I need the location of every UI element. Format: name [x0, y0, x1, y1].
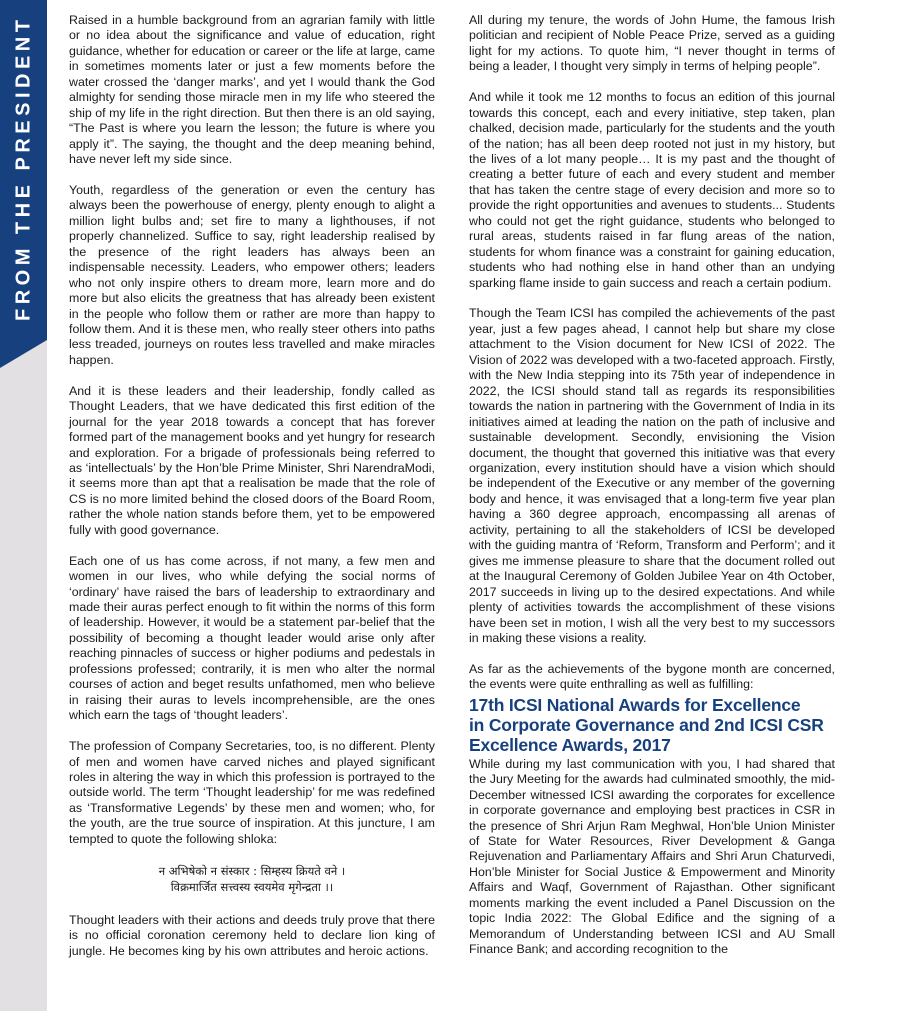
paragraph: Thought leaders with their actions and deeds truly prove that there is no official coronation ceremony held to declare lion king of jungle. He becomes king by his own attributes and heroic actions.	[69, 912, 435, 958]
heading-line: Excellence Awards, 2017	[469, 734, 671, 755]
paragraph: Though the Team ICSI has compiled the achievements of the past year, just a few pages ahead, I cannot help but share my close attachment to the Vision document for New ICSI of 2022. The Vision of 2022 was developed with a two-faceted approach. Firstly, with the New India stepping into its 75th year of independence in 2022, the ICSI should stand tall as regards its responsibilities towards the nation in partnering with the Government of India in its initiatives aimed at leading the nation on the path of inclusive and sustainable development. Secondly, envisioning the Vision document, the thought that governed this initiative was that every organization, every institution should have a vision which should be independent of the Executive or any member of the governing body and hence, it was envisaged that a long-term five year plan having a 360 degree approach, encompassing all arenas of activity, pertaining to all the stakeholders of ICSI be developed with the guiding mantra of ‘Reform, Transform and Perform’; and it gives me immense pleasure to share that the document rolled out at the Inaugural Ceremony of Golden Jubilee Year on 4th October, 2017 succeeds in living up to the desired expectations. And while plenty of activities towards the accomplishment of these visions have been set in motion, I wish all the very best to my successors in making these visions a reality.	[469, 306, 835, 645]
section-tab-corner	[0, 340, 47, 368]
paragraph: The profession of Company Secretaries, too, is no different. Plenty of men and women have carved niches and played significant roles in altering the way in which this profession is portrayed to the outside world. The term ‘Thought leadership’ for me was redefined as ‘Transformative Legends’ by these men and women; who, for the youth, are the true source of inspiration. At this juncture, I am tempted to quote the following shloka:	[69, 739, 435, 846]
paragraph: While during my last communication with you, I had shared that the Jury Meeting for the awards had culminated smoothly, the mid-December witnessed ICSI awarding the corporates for excellence in corporate governance and employing best practices in CSR in the presence of Shri Arjun Ram Meghwal, Hon’ble Union Minister of State for Water Resources, River Development & Ganga Rejuvenation and Parliamentary Affairs and Shri Arun Chaturvedi, Hon’ble Minister for Social Justice & Empowerment and Minority Affairs and Waqf, Government of Rajasthan. Other significant moments marking the event included a Panel Discussion on the topic India 2022: The Global Edifice and the signing of a Memorandum of Understanding between ICSI and AU Small Finance Bank; and according recognition to the	[469, 756, 835, 957]
right-column	[469, 13, 835, 958]
section-label: FROM THE PRESIDENT	[12, 15, 35, 321]
paragraph: Raised in a humble background from an agrarian family with little or no idea about the significance and value of education, right guidance, whether for education or career or the life at large, came in sometimes moments later or just a few moments before the water crossed the ‘danger marks’, and yet I would thank the God almighty for sending those miracle men in my life who steered the ship of my life in the right direction. But then there is an old saying, “The Past is where you learn the lesson; the future is where you apply it”. The saying, the thought and the deep meaning behind, have never left my side since.	[69, 13, 435, 167]
shloka-quote	[69, 863, 435, 895]
paragraph: All during my tenure, the words of John Hume, the famous Irish politician and recipient of Noble Peace Prize, served as a guiding light for my actions. To quote him, “I never thought in terms of being a leader, I thought very simply in terms of helping people”.	[469, 13, 835, 74]
heading-line: in Corporate Governance and 2nd ICSI CSR	[469, 714, 824, 735]
left-column	[69, 13, 435, 959]
heading-line: 17th ICSI National Awards for Excellence	[469, 694, 801, 715]
section-tab	[0, 0, 47, 340]
paragraph: And while it took me 12 months to focus an edition of this journal towards this concept, each and every initiative, step taken, plan chalked, decision made, particularly for the students and the youth of the nation; has all been deep rooted not just in my history, but the lives of a lot many people… It is my past and the thought of creating a better future of each and every student and member that has taken the centre stage of every decision and more so to provide the right opportunities and avenues to students... Students who could not get the right guidance, students who belonged to rural areas, students raised in far flung areas of the nation, students for whom finance was a constraint for gaining education, students who had nothing else in hand other than an undying sparking flame inside to gain success and reach a certain podium.	[469, 90, 835, 290]
paragraph: Each one of us has come across, if not many, a few men and women in our lives, who while defying the social norms of ‘ordinary’ have raised the bars of leadership to extraordinary and made their auras perfect enough to fit within the norms of this form of leadership. However, it would be a statement par-belief that the possibility of becoming a thought leader would arise only after reaching pinnacles of success or higher podiums and pedestals in professions professed; contrarily, it is men who alter the normal courses of action and beget results unfathomed, men who believe in raising their auras to levels incomprehensible, are the ones which earn the tags of ‘thought leaders’.	[69, 553, 435, 723]
left-rail	[0, 0, 47, 1011]
section-heading	[469, 695, 835, 755]
shloka-line: न अभिषेको न संस्कार : सिम्हस्य क्रियते वने ।	[158, 863, 346, 878]
paragraph: Youth, regardless of the generation or even the century has always been the powerhouse of energy, plenty enough to alight a million light bulbs and; set fire to many a lighthouses, if not properly channelized. Suffice to say, right leadership realised by the presence of the right leaders has always been an indispensable necessity. Leaders, who empower others; leaders who not only inspire others to dream more, learn more and do more but also elicits the greatness that has already been existent in the people who follow them or rather are more than happy to follow them. And it is these men, who really steer others into paths less treaded, journeys on routes less travelled and make miracles happen.	[69, 182, 435, 367]
paragraph: As far as the achievements of the bygone month are concerned, the events were quite enthralling as well as fulfilling:	[469, 661, 835, 692]
shloka-line: विक्रमार्जित सत्त्वस्य स्वयमेव मृगेन्द्रता ।।	[170, 879, 334, 894]
paragraph: And it is these leaders and their leadership, fondly called as Thought Leaders, that we have dedicated this first edition of the journal for the year 2018 towards a concept that has forever formed part of the management books and yet hungry for research and exploration. For a brigade of professionals being referred to as ‘intellectuals’ by the Hon’ble Prime Minister, Shri NarendraModi, it seems more than apt that a realisation be made that the role of CS is no more limited behind the closed doors of the Board Room, rather the whole nation stands before them, yet to be empowered fully with good governance.	[69, 383, 435, 537]
